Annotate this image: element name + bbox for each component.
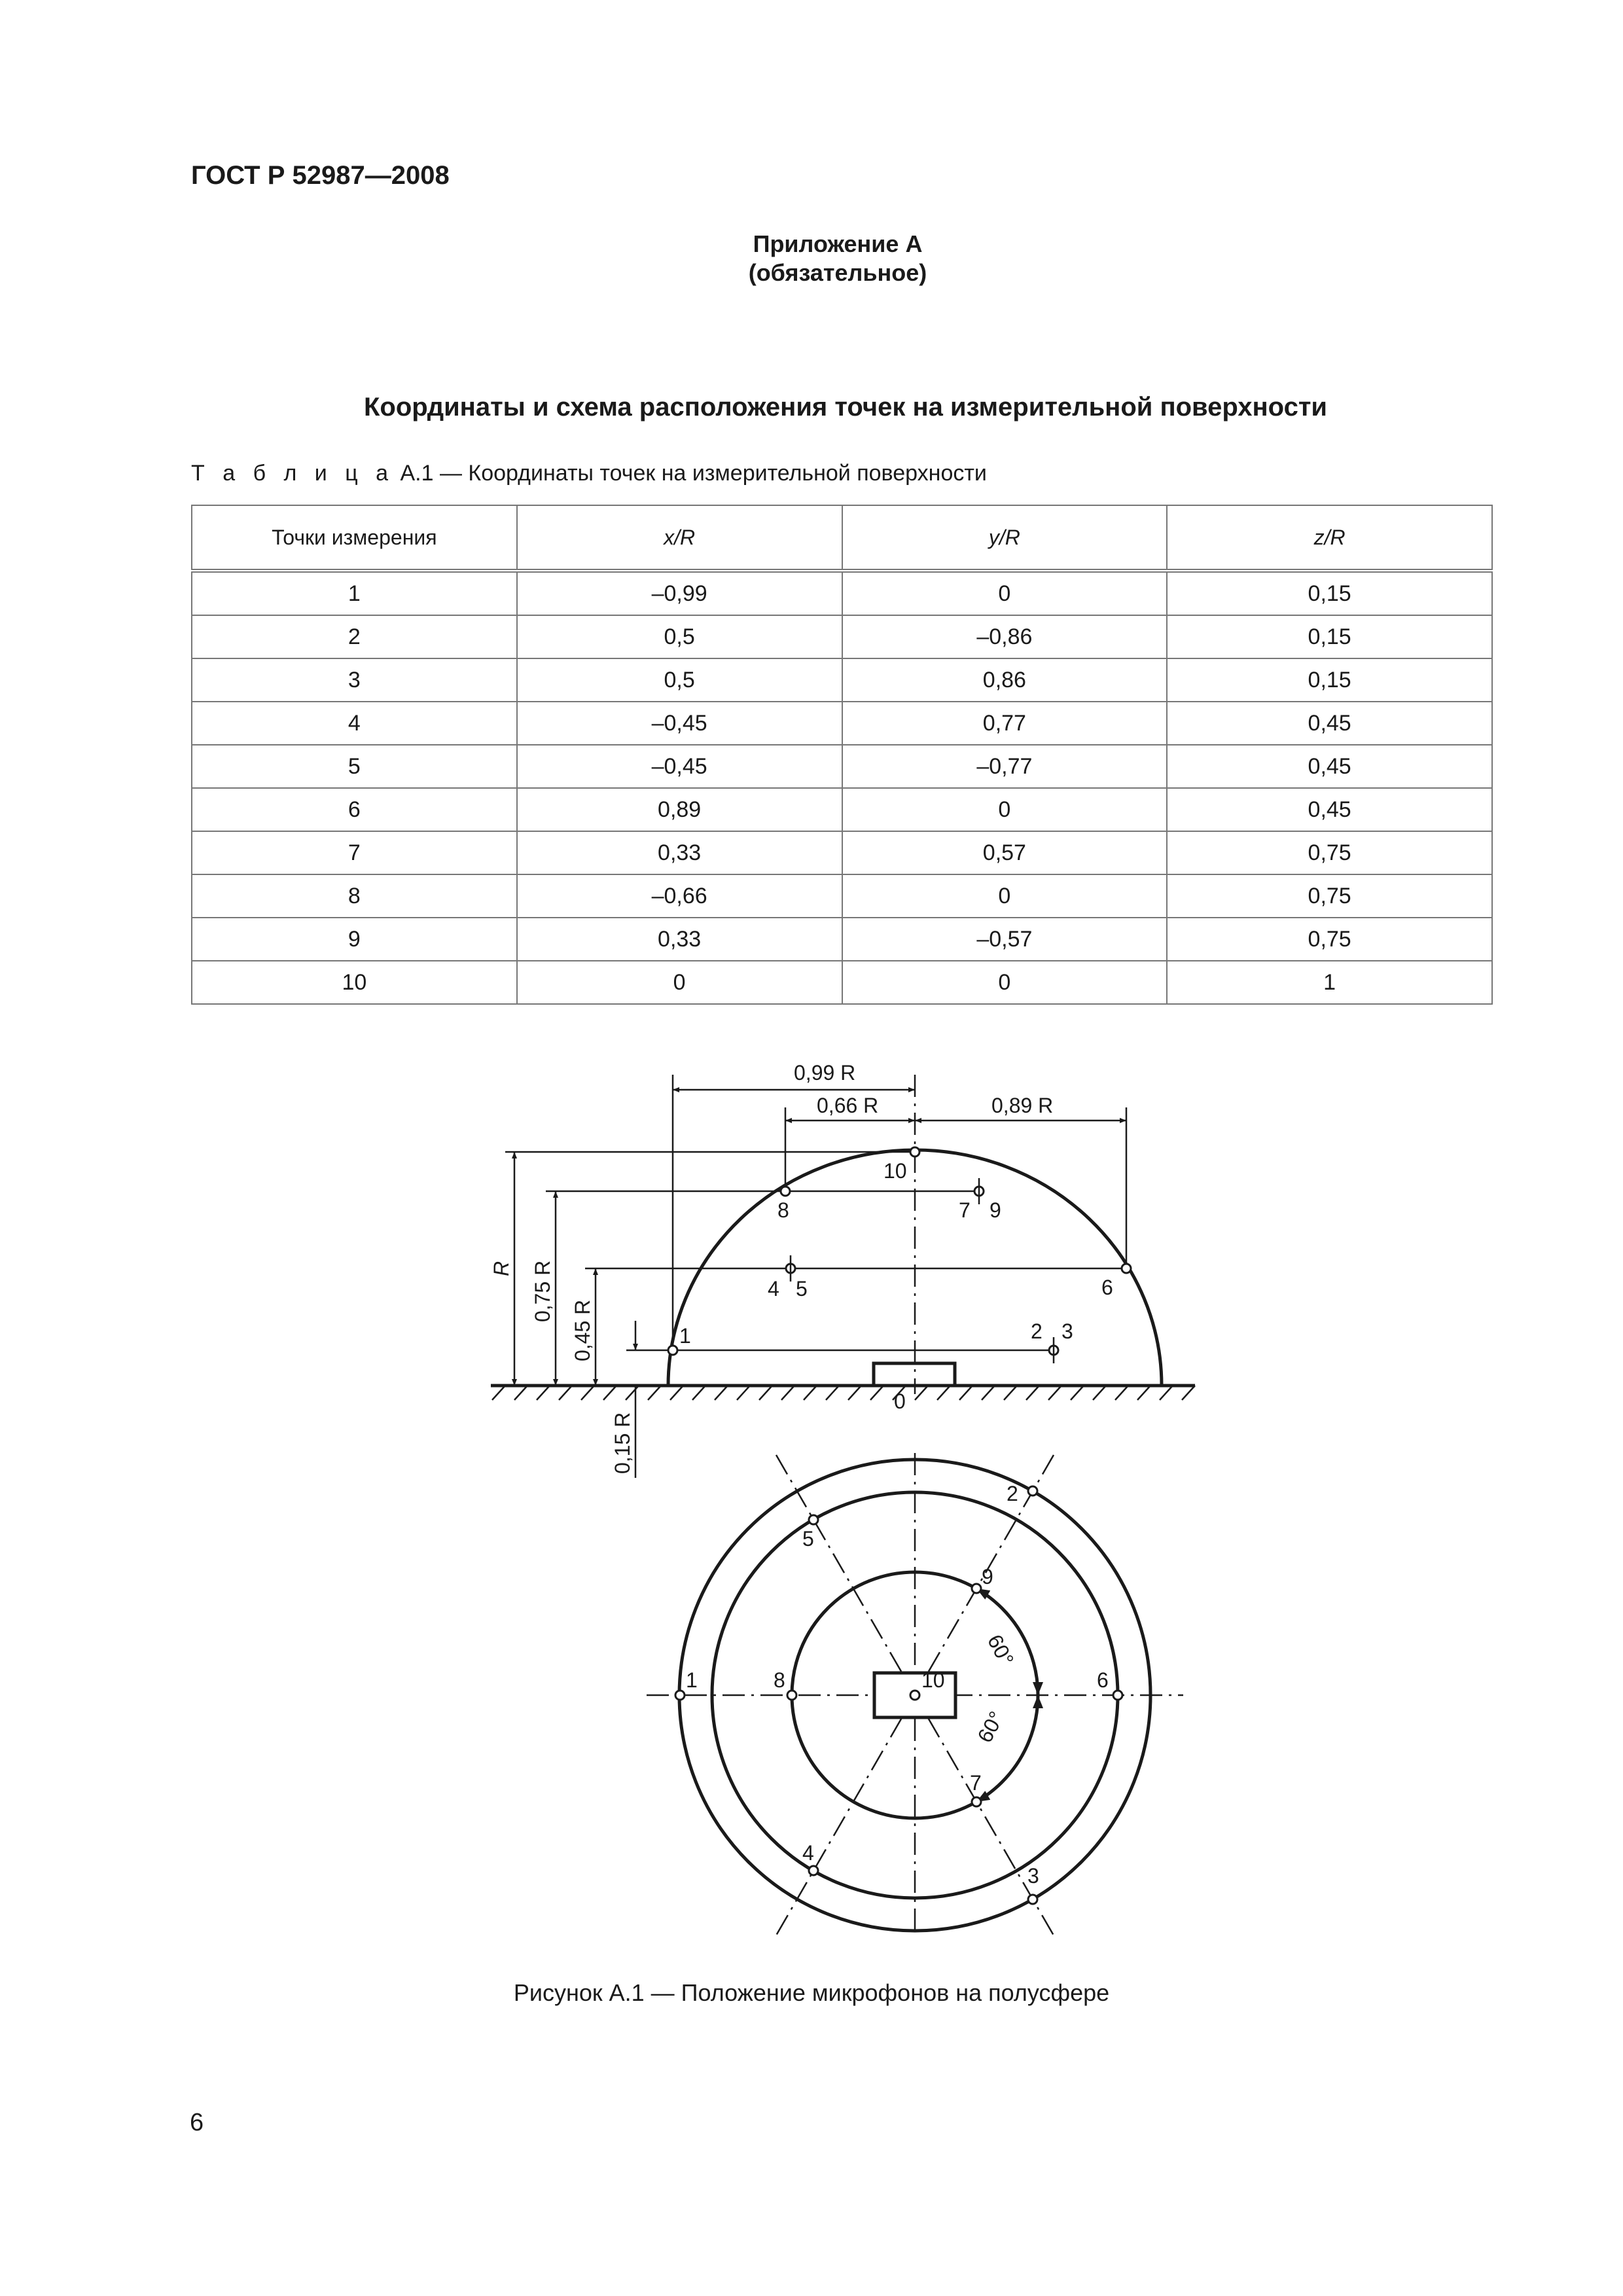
top-point-3 xyxy=(1028,1895,1037,1904)
top-label-5: 5 xyxy=(802,1527,814,1551)
cell-y: 0,86 xyxy=(842,658,1168,702)
side-label-8: 8 xyxy=(777,1198,789,1222)
cell-point: 4 xyxy=(192,702,517,745)
cell-y: 0,57 xyxy=(842,831,1168,874)
top-label-9: 9 xyxy=(982,1565,993,1588)
dim-label-R: R xyxy=(490,1261,513,1276)
header-y: y/R xyxy=(842,505,1168,571)
top-view xyxy=(647,1453,1183,1937)
side-label-2: 2 xyxy=(1031,1319,1043,1343)
angle-label-upper: 60° xyxy=(982,1630,1019,1670)
document-header: ГОСТ Р 52987—2008 xyxy=(191,161,450,190)
cell-y: 0,77 xyxy=(842,702,1168,745)
cell-z: 0,15 xyxy=(1167,571,1492,615)
cell-point: 10 xyxy=(192,961,517,1004)
side-label-6: 6 xyxy=(1101,1276,1113,1299)
cell-x: –0,66 xyxy=(517,874,842,918)
top-point-2 xyxy=(1028,1486,1037,1496)
cell-y: –0,77 xyxy=(842,745,1168,788)
dim-label-099: 0,99 R xyxy=(794,1061,856,1085)
cell-y: 0 xyxy=(842,874,1168,918)
cell-z: 0,45 xyxy=(1167,745,1492,788)
cell-point: 2 xyxy=(192,615,517,658)
cell-x: 0,5 xyxy=(517,615,842,658)
appendix-title: Приложение А xyxy=(753,230,923,257)
cell-point: 3 xyxy=(192,658,517,702)
cell-y: 0 xyxy=(842,961,1168,1004)
side-point-1 xyxy=(668,1346,677,1355)
side-label-7: 7 xyxy=(959,1198,971,1222)
cell-point: 7 xyxy=(192,831,517,874)
cell-x: 0,5 xyxy=(517,658,842,702)
top-label-8: 8 xyxy=(774,1668,785,1692)
cell-x: 0,33 xyxy=(517,831,842,874)
cell-x: –0,99 xyxy=(517,571,842,615)
cell-z: 0,15 xyxy=(1167,615,1492,658)
cell-z: 0,75 xyxy=(1167,918,1492,961)
cell-z: 1 xyxy=(1167,961,1492,1004)
side-view xyxy=(490,1061,1195,1478)
cell-x: –0,45 xyxy=(517,702,842,745)
cell-x: 0 xyxy=(517,961,842,1004)
table-caption-prefix: Т а б л и ц а xyxy=(191,461,395,486)
side-label-1: 1 xyxy=(679,1324,691,1348)
dim-label-075: 0,75 R xyxy=(531,1260,554,1322)
dimension-labels xyxy=(490,1061,1053,1474)
dim-label-015: 0,15 R xyxy=(611,1412,634,1474)
top-label-10: 10 xyxy=(921,1668,945,1692)
cell-z: 0,45 xyxy=(1167,788,1492,831)
side-label-3: 3 xyxy=(1061,1319,1073,1343)
header-z: z/R xyxy=(1167,505,1492,571)
cell-z: 0,75 xyxy=(1167,831,1492,874)
section-title: Координаты и схема расположения точек на измерительной поверхности xyxy=(363,393,1327,422)
cell-point: 6 xyxy=(192,788,517,831)
header-points: Точки измерения xyxy=(192,505,517,571)
top-label-1: 1 xyxy=(686,1668,698,1692)
cell-y: –0,57 xyxy=(842,918,1168,961)
dim-label-089: 0,89 R xyxy=(991,1094,1054,1117)
cell-point: 8 xyxy=(192,874,517,918)
cell-point: 1 xyxy=(192,571,517,615)
top-label-2: 2 xyxy=(1007,1482,1018,1505)
top-point-4 xyxy=(809,1866,818,1875)
side-label-4: 4 xyxy=(768,1277,779,1300)
top-label-7: 7 xyxy=(970,1771,982,1795)
cell-y: 0 xyxy=(842,788,1168,831)
dim-label-045: 0,45 R xyxy=(571,1299,594,1361)
top-point-7 xyxy=(972,1797,981,1806)
angle-label-lower: 60° xyxy=(972,1707,1008,1747)
top-point-5 xyxy=(809,1515,818,1524)
top-label-4: 4 xyxy=(802,1841,814,1865)
angle-labels xyxy=(972,1630,1018,1746)
cell-y: –0,86 xyxy=(842,615,1168,658)
top-label-3: 3 xyxy=(1027,1864,1039,1888)
cell-x: –0,45 xyxy=(517,745,842,788)
cell-x: 0,89 xyxy=(517,788,842,831)
table-caption-text: А.1 — Координаты точек на измерительной поверхности xyxy=(394,461,987,486)
dim-label-066: 0,66 R xyxy=(817,1094,879,1117)
top-label-6: 6 xyxy=(1097,1668,1109,1692)
top-point-6 xyxy=(1113,1691,1122,1700)
side-label-9: 9 xyxy=(990,1198,1001,1222)
side-point-ticks xyxy=(791,1178,1054,1363)
ground-hatching xyxy=(492,1386,1195,1400)
side-label-5: 5 xyxy=(796,1277,808,1300)
cell-point: 9 xyxy=(192,918,517,961)
side-point-6 xyxy=(1122,1264,1131,1273)
cell-x: 0,33 xyxy=(517,918,842,961)
cell-z: 0,45 xyxy=(1167,702,1492,745)
top-point-9 xyxy=(972,1584,981,1593)
figure-caption: Рисунок А.1 — Положение микрофонов на полусфере xyxy=(513,1979,1110,2006)
page-number: 6 xyxy=(190,2109,204,2136)
top-point-10 xyxy=(910,1691,919,1700)
side-label-10: 10 xyxy=(883,1159,907,1183)
top-point-1 xyxy=(675,1691,685,1700)
cell-y: 0 xyxy=(842,571,1168,615)
cell-z: 0,15 xyxy=(1167,658,1492,702)
appendix-subtitle: (обязательное) xyxy=(748,259,927,286)
top-point-8 xyxy=(787,1691,796,1700)
header-x: x/R xyxy=(517,505,842,571)
cell-z: 0,75 xyxy=(1167,874,1492,918)
side-point-10 xyxy=(910,1147,919,1157)
cell-point: 5 xyxy=(192,745,517,788)
side-point-8 xyxy=(781,1187,790,1196)
origin-label: 0 xyxy=(894,1390,906,1413)
